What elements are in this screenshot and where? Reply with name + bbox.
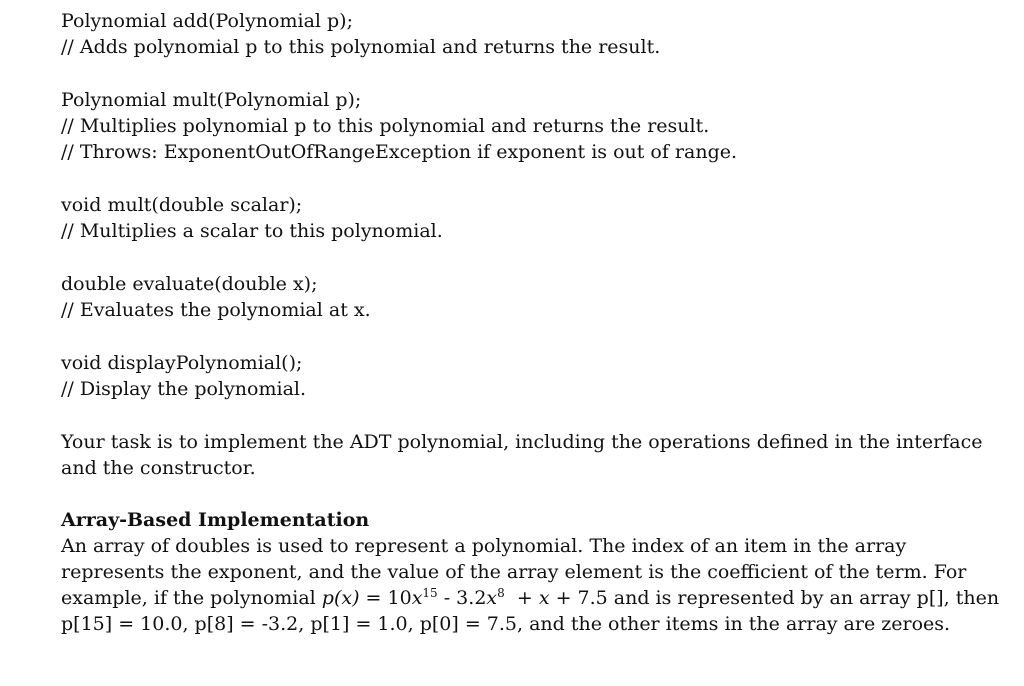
task-paragraph (61, 429, 991, 481)
section-heading: Array-Based Implementation (61, 509, 370, 531)
math-variable: x (411, 587, 423, 609)
operation-comment: // Display the polynomial. (61, 378, 307, 400)
operation-comment: // Adds polynomial p to this polynomial and returns the result. (61, 36, 661, 58)
operation-evaluate (61, 271, 991, 323)
body-line: represents the exponent, and the value of the array element is the coefficient of the term. For (61, 561, 967, 583)
array-implementation-section (61, 507, 1000, 637)
math-variable: x (486, 587, 498, 609)
example-prefix: example, if the polynomial (61, 587, 322, 609)
math-term: + 7.5 (549, 587, 608, 609)
operation-comment: // Throws: ExponentOutOfRangeException if exponent is out of range. (61, 141, 738, 163)
body-line-polynomial-example (61, 585, 1000, 611)
example-suffix: and is represented by an array p[], then (607, 587, 1000, 609)
operation-mult-scalar (61, 192, 991, 244)
task-line: Your task is to implement the ADT polynomial, including the operations defined in the interface (61, 431, 983, 453)
operation-signature: void displayPolynomial(); (61, 352, 303, 374)
math-term: - 3.2 (437, 587, 487, 609)
math-exponent: 15 (422, 586, 438, 600)
task-line: and the constructor. (61, 457, 256, 479)
math-term: = 10 (359, 587, 412, 609)
math-exponent: 8 (497, 586, 505, 600)
document-page (61, 8, 1000, 637)
operation-signature: double evaluate(double x); (61, 273, 318, 295)
section-body (61, 533, 1000, 637)
operation-comment: // Multiplies polynomial p to this polynomial and returns the result. (61, 115, 710, 137)
operation-signature: Polynomial mult(Polynomial p); (61, 89, 362, 111)
operation-signature: Polynomial add(Polynomial p); (61, 10, 353, 32)
operation-signature: void mult(double scalar); (61, 194, 303, 216)
math-term: + (504, 587, 539, 609)
operation-mult-polynomial (61, 87, 991, 165)
body-line: p[15] = 10.0, p[8] = -3.2, p[1] = 1.0, p[0] = 7.5, and the other items in the array are zeroes. (61, 613, 951, 635)
operation-comment: // Multiplies a scalar to this polynomial. (61, 220, 443, 242)
body-line: An array of doubles is used to represent a polynomial. The index of an item in the array (61, 535, 907, 557)
math-px: p(x) (321, 587, 360, 609)
operation-display (61, 350, 991, 402)
math-variable: x (538, 587, 550, 609)
operation-add (61, 8, 991, 60)
operation-comment: // Evaluates the polynomial at x. (61, 299, 371, 321)
